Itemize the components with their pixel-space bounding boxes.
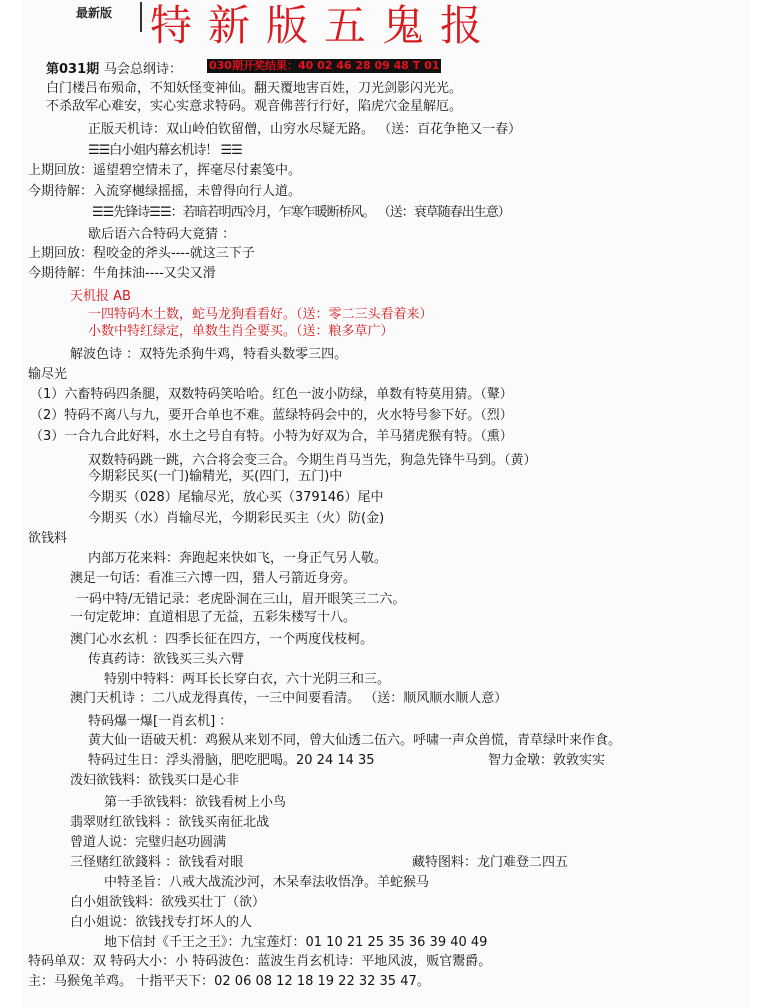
text-line: 泼妇欲钱料：欲钱买口是心非 (70, 773, 240, 788)
text-line: ☰☰先锋诗☰☰：若暗若明西冷月，乍寒乍暖断桥风。 （送：衰草随春出生意） (92, 205, 510, 220)
text-line: 智力金墩：敦敦实实 (488, 753, 606, 768)
edition-tag: 最新版 (76, 6, 113, 20)
text-line: 第一手欲钱料：欲钱看树上小鸟 (104, 795, 287, 810)
text-line: 今期彩民买(一门)输精光，买(四门，五门)中 (88, 469, 343, 484)
text-line: 歇后语六合特码大竟猜 ： (88, 227, 236, 242)
text-line: 欲钱料 (28, 531, 68, 546)
text-line: 天机报 AB (70, 289, 131, 304)
text-line: 地下信封《千王之王》：九宝莲灯：01 10 21 25 35 36 39 40 49 (104, 935, 488, 950)
text-line: 传真药诗：欲钱买三头六臂 (88, 652, 245, 667)
text-line: 澳门天机诗 ：二八成龙得真传，一三中间要看清。 （送：顺风顺水顺人意） (70, 691, 508, 706)
text-line: 正版天机诗：双山岭伯钦留僧，山穷水尽疑无路。 （送：百花争艳又一春） (88, 122, 522, 137)
text-line: 马会总纲诗： (104, 62, 183, 77)
text-line: （3）一合九合此好料，水土之号自有特。小特为好双为合，羊马猪虎猴有特。（熏） (30, 429, 513, 444)
text-line: 不杀敌军心难安，实心实意求特码。观音佛菩行行好，陷虎穴金星解厄。 (46, 99, 463, 114)
text-line: 翡翠财红欲钱料 ：欲钱买南征北战 (70, 815, 270, 830)
text-line: （2）特码不离八与九，要开合单也不难。蓝绿特码会中的，火水特号参下好。（烈） (30, 408, 513, 423)
text-line: 今期待解：入流穿樾绿摇摇，未曾得向行人道。 (28, 184, 302, 199)
text-line: 第031期 (46, 62, 100, 77)
text-line: 主：马猴兔羊鸡。 十指平天下：02 06 08 12 18 19 22 32 35 47。 (28, 974, 430, 989)
text-line: 白门楼吕布殒命，不知妖怪变神仙。翻天覆地害百姓，刀光剑影闪光光。 (46, 81, 463, 96)
text-line: 藏特图料：龙门难登二四五 (412, 855, 569, 870)
text-line: 黄大仙一语破天机：鸡猴从来划不同，曾大仙透二伍六。呼啸一声众兽慌，青草绿叶来作食。 (88, 733, 622, 748)
text-line: 澳足一句话：看准三六博一四，猎人弓箭近身旁。 (70, 571, 357, 586)
text-line: 中特圣旨：八戒大战流沙河，木呆奉法收悟净。羊蛇猴马 (104, 875, 430, 890)
page-title: 特新版五鬼报 (150, 1, 499, 50)
text-line: 曾道人说：完璧归赵功圆满 (70, 835, 227, 850)
text-line: 特码过生日：浮头滑脑，肥吃肥喝。20 24 14 35 (88, 753, 375, 768)
text-line: 小数中特红绿定，单数生肖全要买。（送：粮多草广） (88, 324, 394, 339)
text-line: 双数特码跳一跳，六合将会变三合。今期生肖马当先，狗急先锋牛马到。（黄） (88, 453, 537, 468)
text-line: 白小姐说：欲钱找专打坏人的人 (70, 915, 253, 930)
text-line: 一码中特/无错记录：老虎卧洞在三山，眉开眼笑三二六。 (76, 592, 406, 607)
text-line: （1）六畜特码四条腿，双数特码笑哈哈。红色一波小防绿，单数有特莫用猜。（鼙） (30, 387, 513, 402)
text-line: 今期买（028）尾输尽光，放心买（379146）尾中 (88, 490, 384, 505)
text-line: 内部万花来料：奔跑起来快如飞，一身正气另人敬。 (88, 551, 388, 566)
text-line: 特别中特料：两耳长长穿白衣，六十光阴三和三。 (104, 672, 391, 687)
text-line: 三怪赌红欲錢料 ：欲钱看对眼 (70, 855, 244, 870)
text-line: 输尽光 (28, 367, 68, 382)
text-line: 特码爆一爆[一肖玄机] ： (88, 714, 233, 729)
divider (140, 2, 142, 32)
text-line: 澳门心水玄机 ：四季长征在四方，一个两度伐枝柯。 (70, 632, 374, 647)
text-line: 一句定乾坤：直道相思了无益，五彩朱楼写十八。 (70, 610, 357, 625)
text-line: 上期回放：遥望碧空情未了，挥毫尽付素笺中。 (28, 163, 302, 178)
text-line: 今期买（水）肖输尽光，今期彩民买主（火）防(金) (88, 511, 385, 526)
draw-result-banner: 030期开奖结果：40 02 46 28 09 48 T 01 (209, 59, 440, 72)
text-line: 上期回放：程咬金的斧头----就这三下子 (28, 246, 255, 261)
text-line: 解波色诗 ：双特先杀狗牛鸡，特看头数零三四。 (70, 347, 348, 362)
text-line: 一四特码木土数，蛇马龙狗看看好。（送：零二三头看着来） (88, 307, 433, 322)
text-line: 今期待解：牛角抹油----又尖又滑 (28, 266, 216, 281)
text-line: 特码单双：双 特码大小：小 特码波色：蓝波生肖玄机诗：平地风波，贩官鬻爵。 (28, 954, 492, 969)
text-line: ☰☰白小姐内幕玄机诗！ ☰☰ (88, 143, 242, 158)
text-line: 白小姐欲钱料：欲残买壮丁（欲） (70, 895, 266, 910)
